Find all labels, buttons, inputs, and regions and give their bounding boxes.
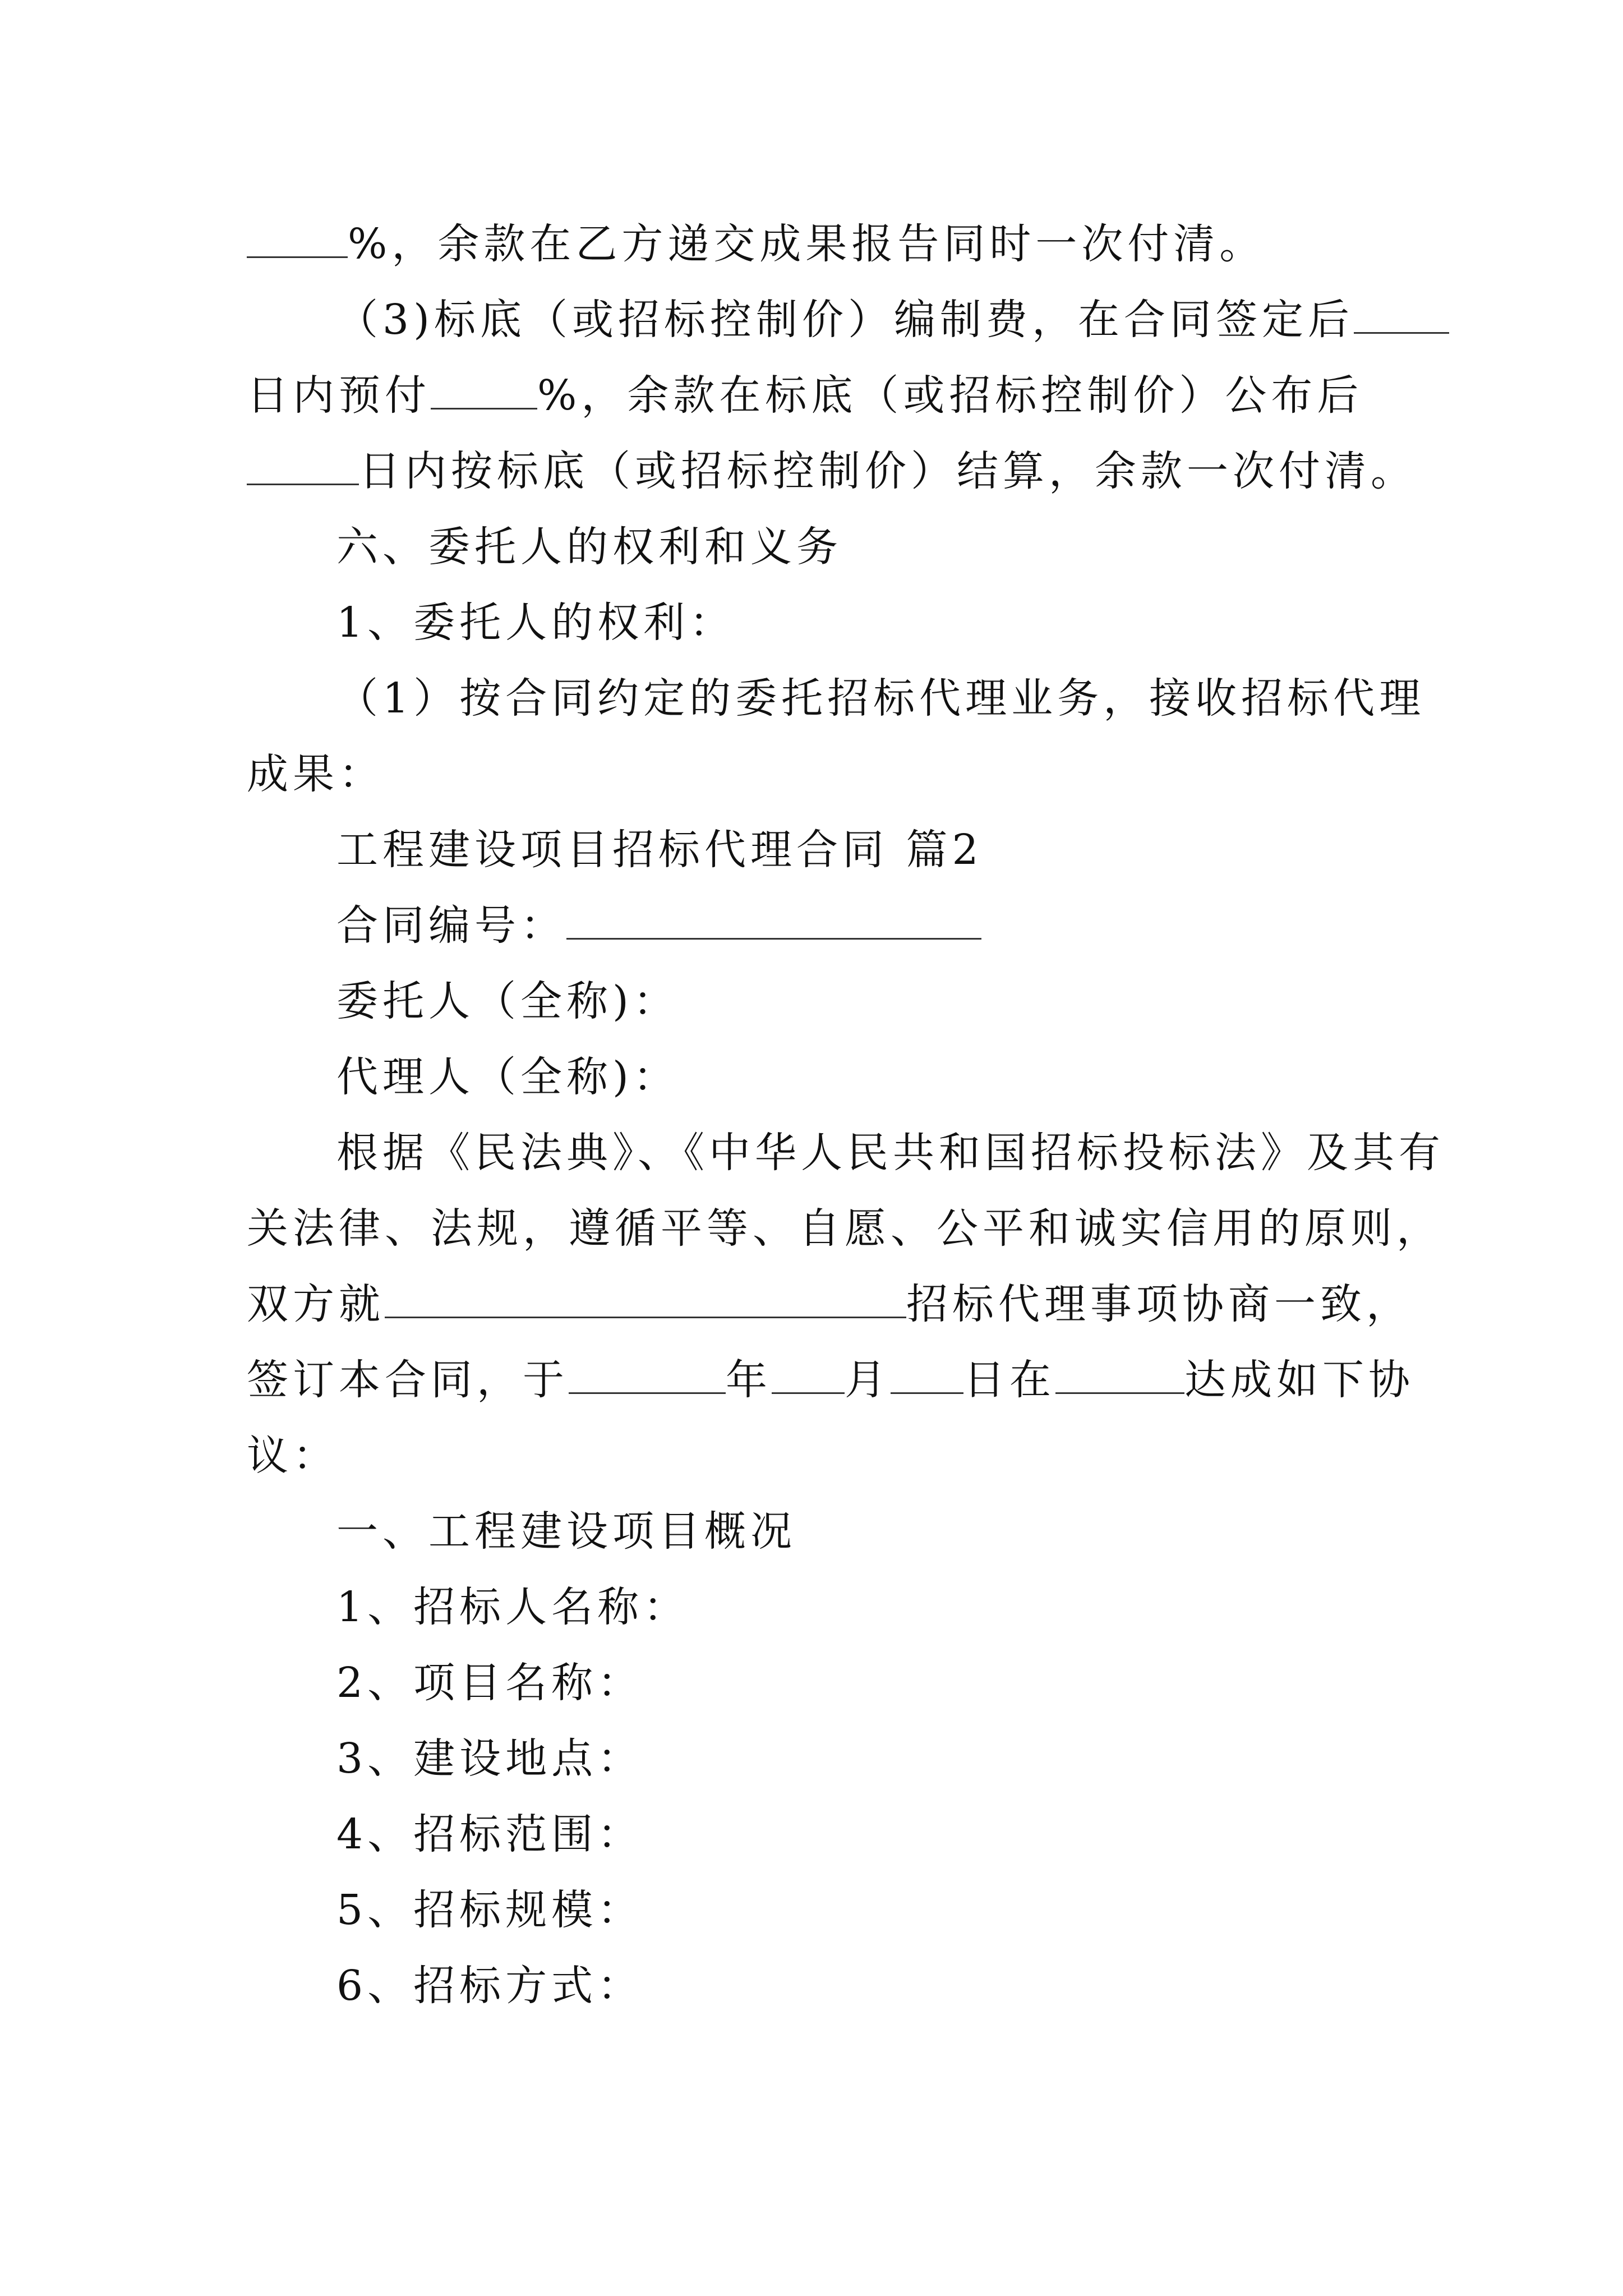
text-segment: 委托人（全称)： [336, 977, 679, 1025]
text-segment: 议： [247, 1432, 339, 1480]
list-item [336, 1882, 1413, 1938]
paragraph-line [247, 1352, 1413, 1408]
text-segment: 6、招标方式： [336, 1962, 644, 2010]
agent-line [336, 1049, 1413, 1105]
fill-in-blank[interactable] [247, 443, 359, 485]
text-segment: （3)标底（或招标控制价）编制费，在合同签定后 [336, 296, 1354, 344]
month-blank[interactable] [772, 1352, 845, 1394]
text-segment: 月 [845, 1356, 891, 1404]
text-segment: 合同编号： [336, 901, 566, 950]
text-segment: 2、项目名称： [336, 1659, 644, 1707]
text-segment: 1、招标人名称： [336, 1583, 690, 1631]
paragraph-line [247, 367, 1413, 424]
list-item [336, 1731, 1413, 1787]
text-segment: 日在 [963, 1356, 1055, 1404]
text-segment: 双方就 [247, 1280, 385, 1328]
text-segment: （1）按合同约定的委托招标代理业务，接收招标代理 [336, 674, 1426, 723]
section-heading [336, 1503, 1413, 1559]
text-segment: 招标代理事项协商一致， [906, 1280, 1412, 1328]
year-blank[interactable] [569, 1352, 726, 1394]
subsection-heading [336, 595, 1413, 651]
text-segment: 4、招标范围： [336, 1810, 644, 1858]
text-segment: %，余款在标底（或招标控制价）公布后 [537, 371, 1363, 420]
paragraph-line [247, 216, 1413, 272]
list-item [336, 1655, 1413, 1711]
paragraph-line [247, 1200, 1442, 1257]
text-segment: 根据《民法典》、《中华人民共和国招标投标法》及其有 [336, 1129, 1445, 1177]
list-item [336, 1806, 1413, 1862]
contract-number-blank[interactable] [566, 898, 981, 940]
text-segment: 3、建设地点： [336, 1734, 644, 1783]
text-segment: 关法律、法规，遵循平等、自愿、公平和诚实信用的原则， [247, 1204, 1442, 1253]
paragraph-line [336, 1125, 1445, 1181]
section-heading [336, 519, 1413, 575]
paragraph-line [336, 292, 1413, 348]
text-segment: %，余款在乙方递交成果报告同时一次付清。 [348, 220, 1266, 268]
text-segment: 年 [726, 1356, 772, 1404]
principal-line [336, 973, 1413, 1029]
fill-in-blank[interactable] [431, 367, 537, 409]
text-segment: 一、工程建设项目概况 [336, 1507, 796, 1556]
paragraph-line [247, 1428, 1413, 1484]
text-segment: 工程建设项目招标代理合同 篇2 [336, 826, 983, 874]
contract-number-line [336, 898, 1413, 954]
day-blank[interactable] [891, 1352, 963, 1394]
text-segment: 六、委托人的权利和义务 [336, 523, 842, 571]
text-segment: 1、委托人的权利： [336, 599, 736, 647]
text-segment: 日内预付 [247, 371, 431, 420]
paragraph-line [247, 1276, 1413, 1332]
list-item [336, 1579, 1413, 1635]
contract-title [336, 822, 1413, 878]
fill-in-blank[interactable] [385, 1276, 906, 1318]
paragraph-line [336, 670, 1426, 726]
place-blank[interactable] [1055, 1352, 1184, 1394]
fill-in-blank[interactable] [247, 216, 348, 258]
paragraph-line [247, 443, 1417, 499]
text-segment: 日内按标底（或招标控制价）结算，余款一次付清。 [359, 447, 1417, 495]
fill-in-blank[interactable] [1354, 292, 1449, 334]
paragraph-line [247, 746, 1413, 802]
text-segment: 代理人（全称)： [336, 1053, 679, 1101]
list-item [336, 1958, 1413, 2014]
text-segment: 成果： [247, 750, 385, 798]
text-segment: 达成如下协 [1184, 1356, 1414, 1404]
text-segment: 签订本合同，于 [247, 1356, 569, 1404]
text-segment: 5、招标规模： [336, 1886, 644, 1934]
